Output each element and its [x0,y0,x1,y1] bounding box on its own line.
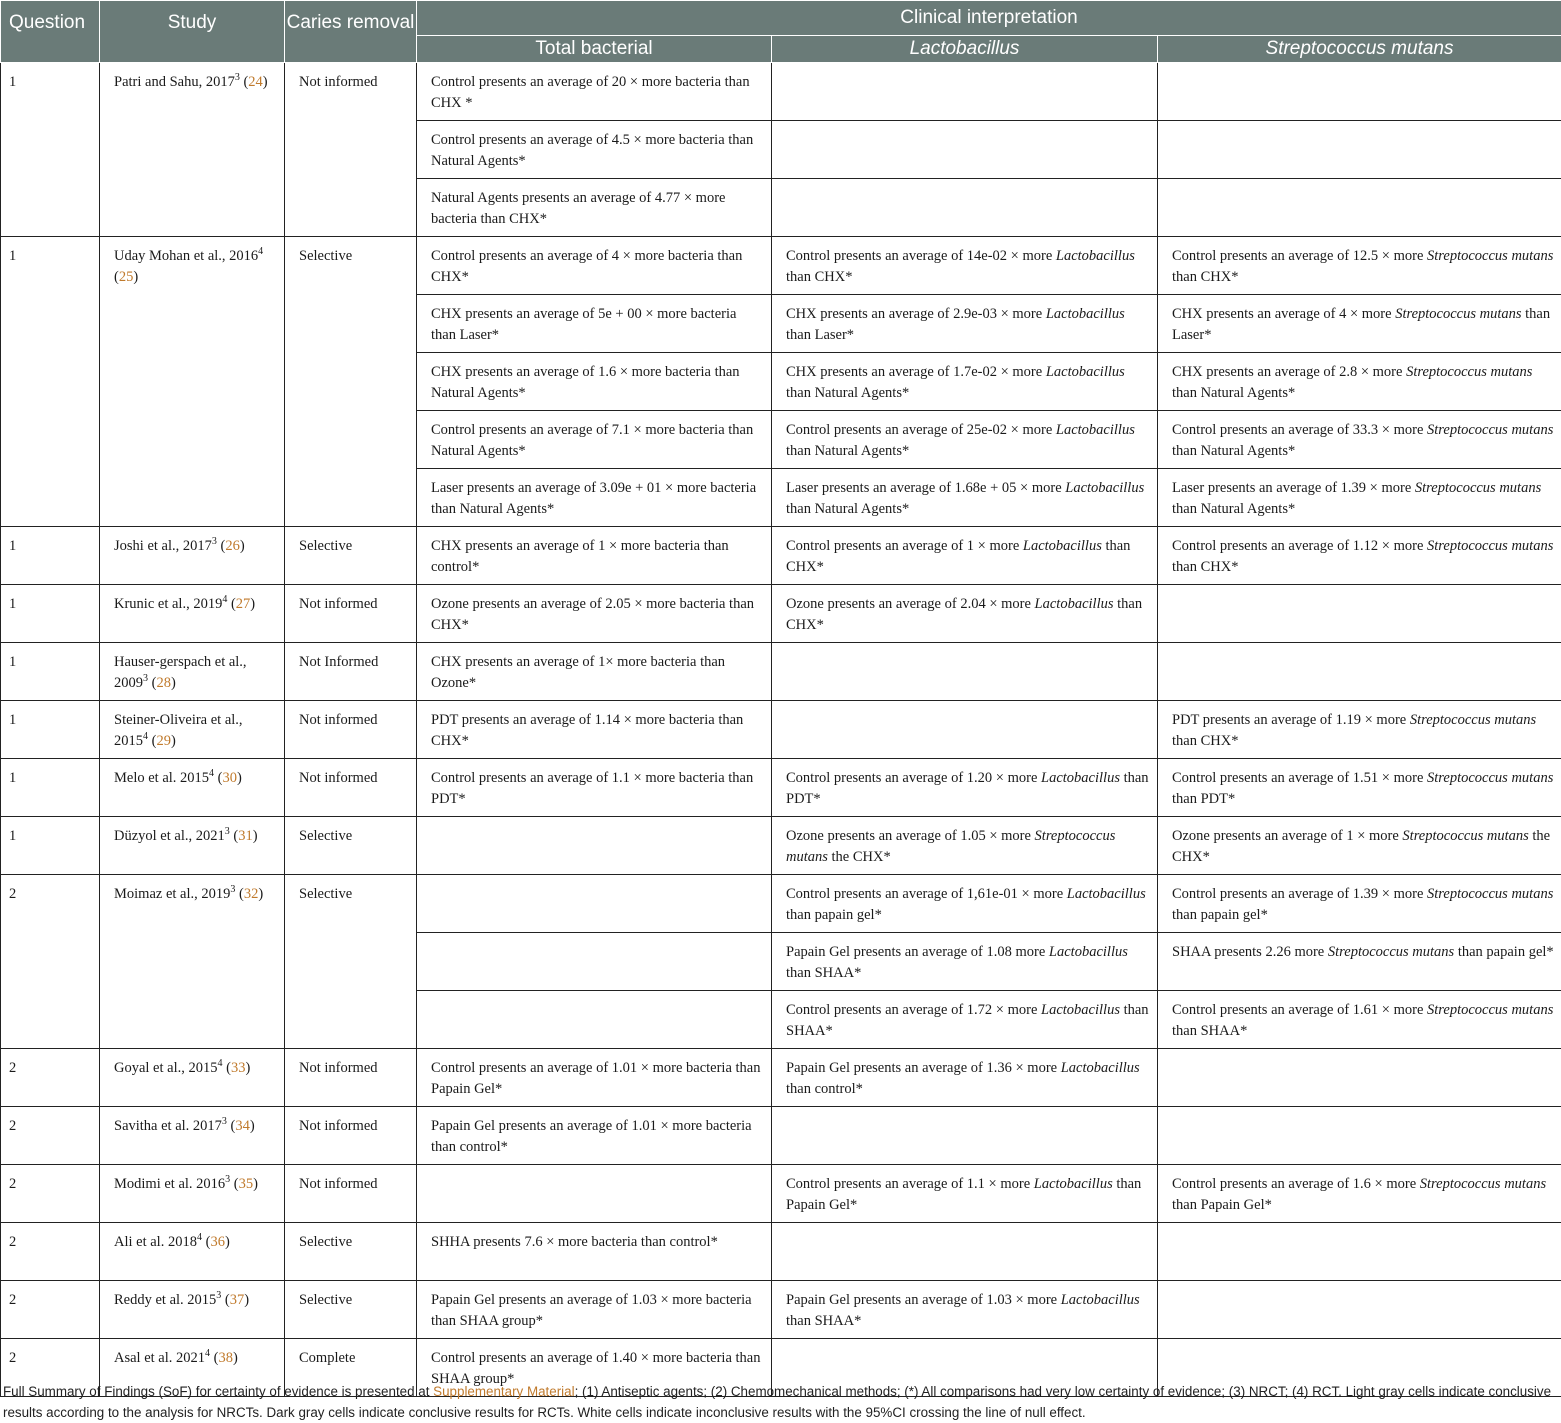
reference-link[interactable]: 34 [235,1118,250,1134]
cell-question: 1 [1,63,100,237]
cell-lactobacillus: Ozone presents an average of 1.05 × more Streptococcus mutans the CHX* [772,817,1158,875]
cell-total-bacterial: SHHA presents 7.6 × more bacteria than control* [417,1223,772,1281]
cell-lactobacillus: Papain Gel presents an average of 1.03 × more Lactobacillus than SHAA* [772,1281,1158,1339]
cell-total-bacterial [417,991,772,1049]
table-row [1,1107,1561,1165]
cell-total-bacterial: CHX presents an average of 5e + 00 × more bacteria than Laser* [417,295,772,353]
cell-lactobacillus: Control presents an average of 1.20 × more Lactobacillus than PDT* [772,759,1158,817]
cell-lactobacillus [772,179,1158,237]
cell-study: Krunic et al., 2019$^4$ (27) [100,585,285,643]
cell-lactobacillus [772,701,1158,759]
cell-lactobacillus: Control presents an average of 1,61e-01 × more Lactobacillus than papain gel* [772,875,1158,933]
cell-caries-removal: Not informed [285,63,417,237]
cell-study: Modimi et al. 2016$^3$ (35) [100,1165,285,1223]
cell-caries-removal: Selective [285,875,417,1049]
cell-streptococcus-mutans: Control presents an average of 33.3 × more Streptococcus mutans than Natural Agents* [1158,411,1561,469]
cell-caries-removal: Complete [285,1339,417,1397]
cell-total-bacterial [417,817,772,875]
cell-lactobacillus: Control presents an average of 1.1 × more Lactobacillus than Papain Gel* [772,1165,1158,1223]
cell-question: 1 [1,527,100,585]
header-question: Question [1,1,100,63]
header-study: Study [100,1,285,63]
cell-study: Joshi et al., 2017$^3$ (26) [100,527,285,585]
cell-streptococcus-mutans: PDT presents an average of 1.19 × more Streptococcus mutans than CHX* [1158,701,1561,759]
table-row [1,527,1561,585]
cell-caries-removal: Not informed [285,759,417,817]
cell-streptococcus-mutans: Control presents an average of 1.61 × more Streptococcus mutans than SHAA* [1158,991,1561,1049]
cell-study: Savitha et al. 2017$^3$ (34) [100,1107,285,1165]
evidence-type-sup: 3 [230,884,235,895]
reference-link[interactable]: 26 [225,538,240,554]
header-clinical-interpretation: Clinical interpretation [417,1,1561,36]
reference-link[interactable]: 37 [230,1292,245,1308]
table-row [1,817,1561,875]
evidence-type-sup: 3 [222,1116,227,1127]
cell-question: 1 [1,237,100,527]
cell-study: Hauser-gerspach et al., 2009$^3$ (28) [100,643,285,701]
cell-lactobacillus: Laser presents an average of 1.68e + 05 × more Lactobacillus than Natural Agents* [772,469,1158,527]
cell-total-bacterial: CHX presents an average of 1 × more bacteria than control* [417,527,772,585]
cell-question: 2 [1,1281,100,1339]
evidence-type-sup: 4 [209,768,214,779]
cell-lactobacillus: Control presents an average of 25e-02 × more Lactobacillus than Natural Agents* [772,411,1158,469]
reference-link[interactable]: 24 [248,74,263,90]
reference-link[interactable]: 29 [156,733,171,749]
cell-total-bacterial: Control presents an average of 1.1 × more bacteria than PDT* [417,759,772,817]
reference-link[interactable]: 32 [244,886,259,902]
cell-streptococcus-mutans [1158,1049,1561,1107]
reference-link[interactable]: 33 [231,1060,246,1076]
cell-total-bacterial [417,875,772,933]
cell-total-bacterial: Control presents an average of 1.40 × more bacteria than SHAA group* [417,1339,772,1397]
cell-study: Uday Mohan et al., 2016$^4$ (25) [100,237,285,527]
cell-streptococcus-mutans: CHX presents an average of 2.8 × more Streptococcus mutans than Natural Agents* [1158,353,1561,411]
cell-study: Melo et al. 2015$^4$ (30) [100,759,285,817]
table-row [1,643,1561,701]
cell-total-bacterial [417,1165,772,1223]
cell-streptococcus-mutans: Ozone presents an average of 1 × more Streptococcus mutans the CHX* [1158,817,1561,875]
cell-streptococcus-mutans [1158,585,1561,643]
cell-streptococcus-mutans [1158,1281,1561,1339]
table-row [1,63,1561,121]
reference-link[interactable]: 31 [238,828,253,844]
supplementary-material-link[interactable]: Supplementary Material [433,1384,574,1399]
table-row [1,1223,1561,1281]
cell-lactobacillus: Papain Gel presents an average of 1.08 more Lactobacillus than SHAA* [772,933,1158,991]
table-row [1,875,1561,933]
cell-streptococcus-mutans [1158,1107,1561,1165]
cell-caries-removal: Not informed [285,1107,417,1165]
evidence-type-sup: 3 [225,826,230,837]
evidence-type-sup: 4 [197,1232,202,1243]
table-body [1,63,1561,1397]
cell-lactobacillus: CHX presents an average of 2.9e-03 × more Lactobacillus than Laser* [772,295,1158,353]
cell-question: 2 [1,875,100,1049]
reference-link[interactable]: 30 [223,770,238,786]
table-footnote [0,1378,1561,1423]
cell-study: Goyal et al., 2015$^4$ (33) [100,1049,285,1107]
table-row [1,759,1561,817]
cell-total-bacterial [417,933,772,991]
cell-streptococcus-mutans: Control presents an average of 12.5 × more Streptococcus mutans than CHX* [1158,237,1561,295]
header-lactobacillus: Lactobacillus [772,36,1158,63]
reference-link[interactable]: 27 [236,596,251,612]
cell-total-bacterial: Papain Gel presents an average of 1.03 × more bacteria than SHAA group* [417,1281,772,1339]
cell-question: 1 [1,643,100,701]
cell-caries-removal: Selective [285,527,417,585]
table-row [1,1165,1561,1223]
cell-total-bacterial: Control presents an average of 7.1 × more bacteria than Natural Agents* [417,411,772,469]
table-row [1,1049,1561,1107]
table-row [1,237,1561,295]
cell-lactobacillus: Control presents an average of 14e-02 × more Lactobacillus than CHX* [772,237,1158,295]
cell-total-bacterial: CHX presents an average of 1.6 × more bacteria than Natural Agents* [417,353,772,411]
cell-streptococcus-mutans: Control presents an average of 1.39 × more Streptococcus mutans than papain gel* [1158,875,1561,933]
evidence-type-sup: 3 [235,72,240,83]
table-row [1,701,1561,759]
cell-streptococcus-mutans: SHAA presents 2.26 more Streptococcus mutans than papain gel* [1158,933,1561,991]
cell-caries-removal: Not informed [285,1049,417,1107]
cell-streptococcus-mutans [1158,63,1561,121]
cell-caries-removal: Selective [285,1281,417,1339]
cell-streptococcus-mutans [1158,1223,1561,1281]
footnote-text-after: ; (1) Antiseptic agents; (2) Chemomechanical methods; (*) All comparisons had very low certainty of evidence; (3) NRCT; (4) RCT. Light gray cells indicate conclusive results according to the analysis for NRCTs. Dark gray cells indicate conclusive results for RCTs. White cells indicate inconclusive results with the 95%CI crossing the line of null effect. [3,1384,1551,1420]
evidence-type-sup: 3 [143,673,148,684]
cell-lactobacillus: Papain Gel presents an average of 1.36 × more Lactobacillus than control* [772,1049,1158,1107]
reference-link[interactable]: 35 [239,1176,254,1192]
cell-lactobacillus: Ozone presents an average of 2.04 × more Lactobacillus than CHX* [772,585,1158,643]
cell-study: Moimaz et al., 2019$^3$ (32) [100,875,285,1049]
cell-streptococcus-mutans: CHX presents an average of 4 × more Streptococcus mutans than Laser* [1158,295,1561,353]
cell-streptococcus-mutans: Control presents an average of 1.12 × more Streptococcus mutans than CHX* [1158,527,1561,585]
cell-study: Reddy et al. 2015$^3$ (37) [100,1281,285,1339]
cell-total-bacterial: Control presents an average of 20 × more bacteria than CHX * [417,63,772,121]
reference-link[interactable]: 36 [210,1234,225,1250]
table-row [1,1281,1561,1339]
cell-total-bacterial: Laser presents an average of 3.09e + 01 × more bacteria than Natural Agents* [417,469,772,527]
footnote-text-before: Full Summary of Findings (SoF) for certainty of evidence is presented at [3,1384,433,1399]
cell-lactobacillus: Control presents an average of 1 × more Lactobacillus than CHX* [772,527,1158,585]
evidence-type-sup: 3 [212,536,217,547]
header-streptococcus-mutans: Streptococcus mutans [1158,36,1561,63]
cell-question: 1 [1,701,100,759]
cell-streptococcus-mutans [1158,643,1561,701]
cell-total-bacterial: Papain Gel presents an average of 1.01 × more bacteria than control* [417,1107,772,1165]
cell-lactobacillus: CHX presents an average of 1.7e-02 × more Lactobacillus than Natural Agents* [772,353,1158,411]
header-caries-removal: Caries removal [285,1,417,63]
cell-study: Steiner-Oliveira et al., 2015$^4$ (29) [100,701,285,759]
cell-lactobacillus [772,1223,1158,1281]
evidence-type-sup: 4 [258,246,263,257]
cell-total-bacterial: Control presents an average of 1.01 × more bacteria than Papain Gel* [417,1049,772,1107]
reference-link[interactable]: 28 [156,675,171,691]
cell-caries-removal: Selective [285,237,417,527]
cell-study: Patri and Sahu, 2017$^3$ (24) [100,63,285,237]
cell-lactobacillus [772,643,1158,701]
evidence-type-sup: 4 [143,731,148,742]
cell-total-bacterial: Control presents an average of 4 × more bacteria than CHX* [417,237,772,295]
cell-question: 1 [1,585,100,643]
cell-lactobacillus [772,121,1158,179]
cell-question: 1 [1,759,100,817]
cell-question: 2 [1,1339,100,1397]
cell-question: 2 [1,1107,100,1165]
cell-streptococcus-mutans [1158,179,1561,237]
cell-study: Asal et al. 2021$^4$ (38) [100,1339,285,1397]
reference-link[interactable]: 38 [218,1350,233,1366]
cell-question: 2 [1,1223,100,1281]
cell-caries-removal: Not informed [285,585,417,643]
cell-lactobacillus [772,1107,1158,1165]
table-row [1,585,1561,643]
cell-study: Düzyol et al., 2021$^3$ (31) [100,817,285,875]
cell-caries-removal: Not informed [285,701,417,759]
cell-caries-removal: Not informed [285,1165,417,1223]
cell-total-bacterial: Natural Agents presents an average of 4.77 × more bacteria than CHX* [417,179,772,237]
cell-lactobacillus [772,63,1158,121]
cell-streptococcus-mutans [1158,121,1561,179]
cell-caries-removal: Selective [285,817,417,875]
cell-total-bacterial: CHX presents an average of 1× more bacteria than Ozone* [417,643,772,701]
cell-question: 2 [1,1049,100,1107]
evidence-type-sup: 3 [216,1290,221,1301]
cell-caries-removal: Selective [285,1223,417,1281]
cell-streptococcus-mutans: Laser presents an average of 1.39 × more Streptococcus mutans than Natural Agents* [1158,469,1561,527]
evidence-type-sup: 3 [225,1174,230,1185]
cell-streptococcus-mutans: Control presents an average of 1.6 × more Streptococcus mutans than Papain Gel* [1158,1165,1561,1223]
cell-lactobacillus: Control presents an average of 1.72 × more Lactobacillus than SHAA* [772,991,1158,1049]
cell-total-bacterial: Ozone presents an average of 2.05 × more bacteria than CHX* [417,585,772,643]
cell-question: 1 [1,817,100,875]
evidence-type-sup: 4 [205,1348,210,1359]
cell-streptococcus-mutans: Control presents an average of 1.51 × more Streptococcus mutans than PDT* [1158,759,1561,817]
cell-question: 2 [1,1165,100,1223]
cell-study: Ali et al. 2018$^4$ (36) [100,1223,285,1281]
cell-total-bacterial: Control presents an average of 4.5 × more bacteria than Natural Agents* [417,121,772,179]
evidence-type-sup: 4 [218,1058,223,1069]
evidence-type-sup: 4 [222,594,227,605]
cell-total-bacterial: PDT presents an average of 1.14 × more bacteria than CHX* [417,701,772,759]
header-total-bacterial: Total bacterial [417,36,772,63]
reference-link[interactable]: 25 [119,269,134,285]
cell-caries-removal: Not Informed [285,643,417,701]
